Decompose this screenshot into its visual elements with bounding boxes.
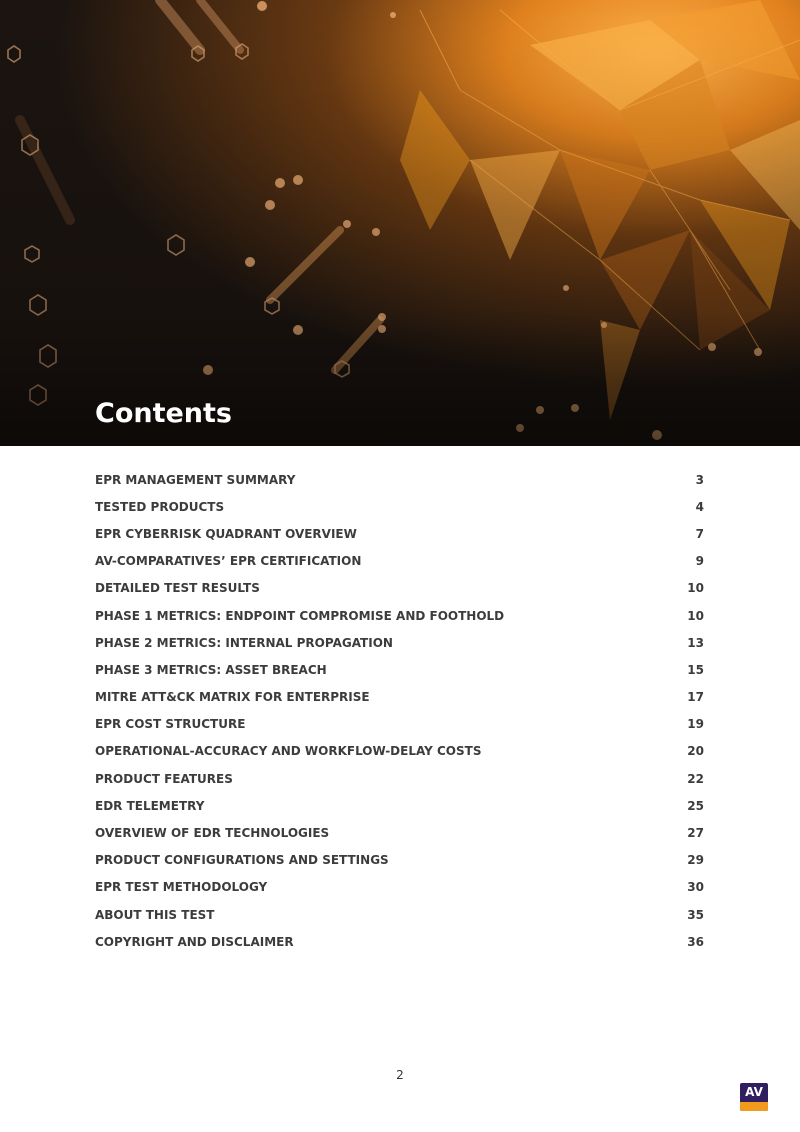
toc-entry[interactable] (95, 466, 704, 493)
toc-entry-label: DETAILED TEST RESULTS (95, 581, 260, 596)
toc-entry[interactable] (95, 711, 704, 738)
toc-entry-page: 10 (687, 581, 704, 596)
toc-entry-page: 4 (695, 499, 704, 514)
toc-entry[interactable] (95, 928, 704, 955)
page-title: Contents (95, 398, 233, 429)
toc-entry[interactable] (95, 819, 704, 846)
toc-entry-label: COPYRIGHT AND DISCLAIMER (95, 934, 294, 949)
toc-entry-page: 15 (687, 662, 704, 677)
header-banner (0, 0, 800, 446)
toc-entry-page: 17 (687, 690, 704, 705)
toc-entry-page: 20 (687, 744, 704, 759)
toc-entry-label: OVERVIEW OF EDR TECHNOLOGIES (95, 826, 330, 841)
toc-entry[interactable] (95, 738, 704, 765)
toc-entry-label: EPR MANAGEMENT SUMMARY (95, 472, 296, 487)
toc-entry-page: 27 (687, 826, 704, 841)
toc-entry-page: 29 (687, 853, 704, 868)
toc-entry-label: PRODUCT FEATURES (95, 771, 233, 786)
toc-entry-page: 35 (687, 907, 704, 922)
toc-entry[interactable] (95, 602, 704, 629)
toc-entry-page: 30 (687, 880, 704, 895)
toc-entry-page: 22 (687, 771, 704, 786)
toc-entry-label: MITRE ATT&CK MATRIX FOR ENTERPRISE (95, 690, 370, 705)
toc-entry[interactable] (95, 792, 704, 819)
toc-entry-page: 9 (695, 554, 704, 569)
toc-entry-page: 3 (695, 472, 704, 487)
av-comparatives-logo (740, 1083, 768, 1111)
toc-entry-label: EPR TEST METHODOLOGY (95, 880, 268, 895)
toc-entry-page: 13 (687, 635, 704, 650)
logo-text: AV (745, 1085, 763, 1099)
toc-entry-label: PHASE 1 METRICS: ENDPOINT COMPROMISE AND FOOTHOLD (95, 608, 505, 623)
toc-entry[interactable] (95, 874, 704, 901)
toc-entry-label: PRODUCT CONFIGURATIONS AND SETTINGS (95, 853, 389, 868)
toc-entry-page: 36 (687, 934, 704, 949)
toc-entry-label: EDR TELEMETRY (95, 798, 205, 813)
toc-entry[interactable] (95, 548, 704, 575)
toc-entry[interactable] (95, 629, 704, 656)
toc-entry[interactable] (95, 493, 704, 520)
toc-entry-label: PHASE 2 METRICS: INTERNAL PROPAGATION (95, 635, 393, 650)
toc-entry-label: EPR CYBERRISK QUADRANT OVERVIEW (95, 526, 357, 541)
toc-entry-label: TESTED PRODUCTS (95, 499, 225, 514)
toc-entry-page: 25 (687, 798, 704, 813)
toc-entry[interactable] (95, 901, 704, 928)
toc-entry-label: ABOUT THIS TEST (95, 907, 215, 922)
toc-entry-page: 10 (687, 608, 704, 623)
toc-entry[interactable] (95, 575, 704, 602)
toc-entry[interactable] (95, 684, 704, 711)
toc-entry-label: OPERATIONAL-ACCURACY AND WORKFLOW-DELAY COSTS (95, 744, 482, 759)
toc-entry-page: 19 (687, 717, 704, 732)
page-number: 2 (396, 1068, 404, 1082)
toc-entry[interactable] (95, 656, 704, 683)
toc-entry-label: PHASE 3 METRICS: ASSET BREACH (95, 662, 327, 677)
table-of-contents (95, 466, 704, 955)
toc-entry[interactable] (95, 765, 704, 792)
toc-entry-page: 7 (695, 526, 704, 541)
network-background-art (0, 0, 800, 446)
toc-entry[interactable] (95, 847, 704, 874)
toc-entry[interactable] (95, 520, 704, 547)
toc-entry-label: EPR COST STRUCTURE (95, 717, 246, 732)
logo-accent-bar (740, 1102, 768, 1111)
toc-entry-label: AV-COMPARATIVES’ EPR CERTIFICATION (95, 554, 362, 569)
